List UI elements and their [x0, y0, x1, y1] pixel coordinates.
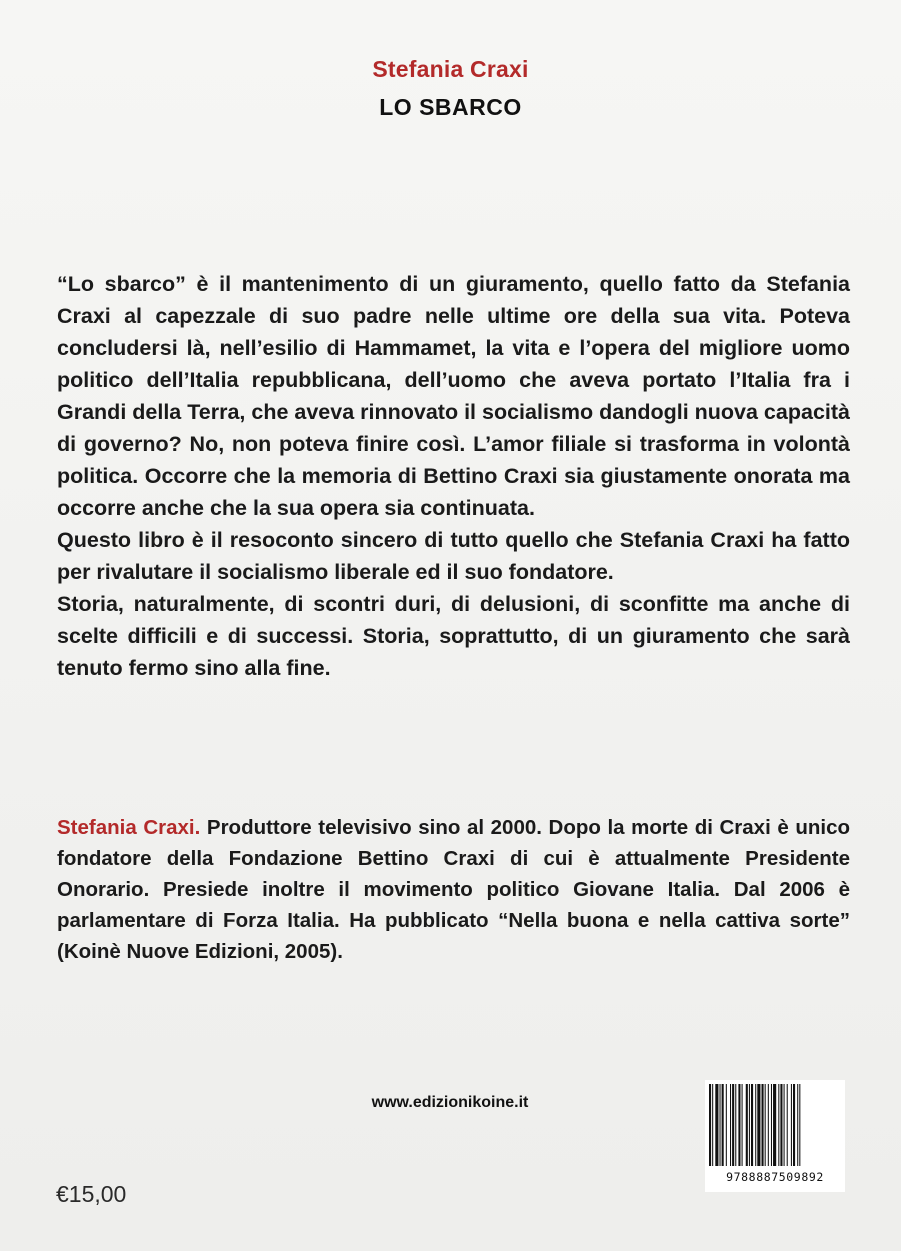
- barcode-bar: [778, 1084, 779, 1166]
- barcode-bar: [732, 1084, 734, 1166]
- bio-author-name: Stefania Craxi.: [57, 816, 201, 839]
- book-title: LO SBARCO: [379, 94, 522, 120]
- barcode-bar: [730, 1084, 731, 1166]
- barcode-bar: [712, 1084, 713, 1166]
- barcode-bar: [720, 1084, 721, 1166]
- bio-text: Produttore televisivo sino al 2000. Dopo la morte di Craxi è unico fondatore della Fondazione Bettino Craxi di cui è attualmente Presidente Onorario. Presiede inoltre il movimento politico Giovane Italia. Dal 2006 è parlamentare di Forza Italia. Ha pubblicato “Nella buona e nella cattiva sorte” (Koinè Nuove Edizioni, 2005).: [57, 816, 850, 963]
- barcode-bar: [709, 1084, 711, 1166]
- barcode-bar: [780, 1084, 782, 1166]
- author-name: Stefania Craxi: [372, 56, 529, 82]
- barcode-bar: [722, 1084, 724, 1166]
- barcode-bar: [791, 1084, 792, 1166]
- barcode-bar: [771, 1084, 772, 1166]
- barcode-bar: [773, 1084, 776, 1166]
- barcode-bar: [715, 1084, 718, 1166]
- barcode-bars: [705, 1080, 845, 1168]
- blurb-paragraph: Storia, naturalmente, di scontri duri, di delusioni, di sconfitte ma anche di scelte difficili e di successi. Storia, soprattutto, di un giuramento che sarà tenuto fermo sino alla fine.: [57, 592, 850, 680]
- author-bio: [57, 812, 850, 967]
- barcode-bar: [726, 1084, 727, 1166]
- blurb: [57, 268, 850, 684]
- barcode-bar: [749, 1084, 750, 1166]
- barcode-bar: [755, 1084, 756, 1166]
- barcode-bar: [751, 1084, 753, 1166]
- barcode-bar: [793, 1084, 795, 1166]
- blurb-paragraph: “Lo sbarco” è il mantenimento di un giuramento, quello fatto da Stefania Craxi al capezzale di suo padre nelle ultime ore della sua vita. Poteva concludersi là, nell’esilio di Hammamet, la vita e l’opera del migliore uomo politico dell’Italia repubblicana, dell’uomo che aveva portato l’Italia fra i Grandi della Terra, che aveva rinnovato il socialismo dandogli nuova capacità di governo? No, non poteva finire così. L’amor filiale si trasforma in volontà politica. Occorre che la memoria di Bettino Craxi sia giustamente onorata ma occorre anche che la sua opera sia continuata.: [57, 272, 850, 520]
- barcode-bar: [799, 1084, 800, 1166]
- barcode-bar: [742, 1084, 743, 1166]
- publisher-website: www.edizionikoine.it: [371, 1094, 529, 1111]
- barcode-bar: [768, 1084, 769, 1166]
- isbn-barcode: [705, 1080, 845, 1192]
- isbn-number: 9788887509892: [726, 1170, 824, 1184]
- barcode-bar: [787, 1084, 788, 1166]
- barcode-bar: [735, 1084, 736, 1166]
- price: €15,00: [56, 1181, 127, 1207]
- barcode-bar: [765, 1084, 766, 1166]
- barcode-bar: [784, 1084, 785, 1166]
- blurb-paragraph: Questo libro è il resoconto sincero di tutto quello che Stefania Craxi ha fatto per rivalutare il socialismo liberale ed il suo fondatore.: [57, 528, 850, 584]
- barcode-bar: [797, 1084, 798, 1166]
- barcode-bar: [746, 1084, 748, 1166]
- barcode-bar: [762, 1084, 764, 1166]
- barcode-bar: [757, 1084, 760, 1166]
- barcode-bar: [738, 1084, 740, 1166]
